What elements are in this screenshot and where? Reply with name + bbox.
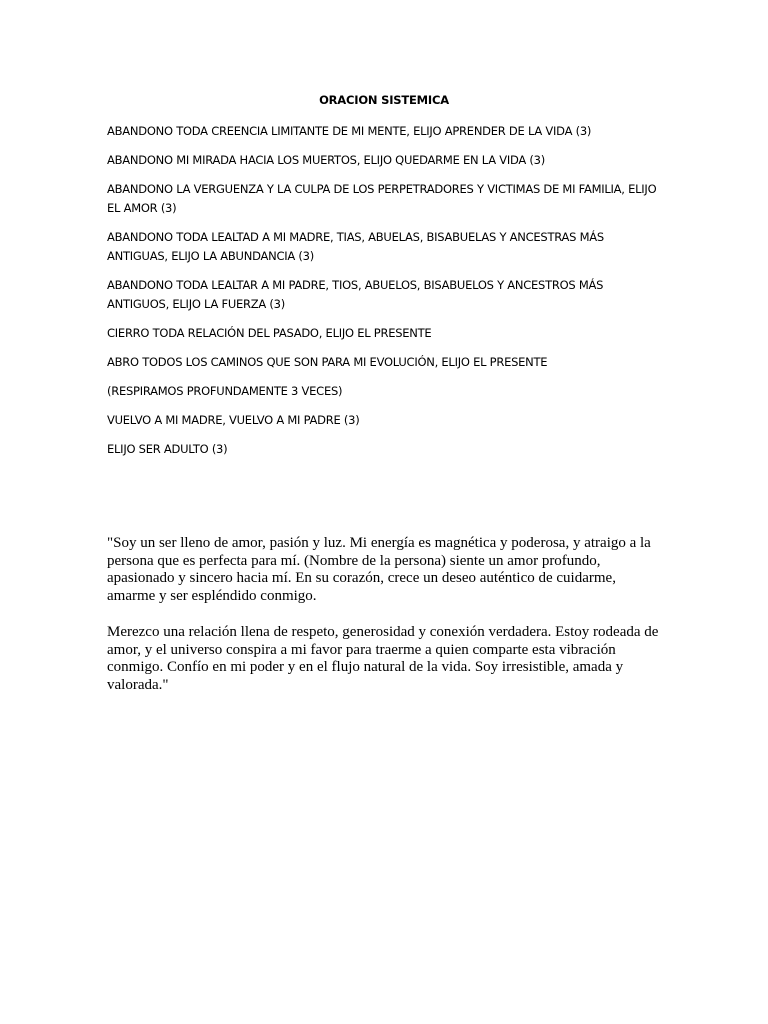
prayer-line: (RESPIRAMOS PROFUNDAMENTE 3 VECES) bbox=[107, 384, 343, 398]
prayer-section bbox=[107, 122, 667, 469]
document-title: ORACION SISTEMICA bbox=[319, 93, 449, 107]
prayer-line: ABANDONO TODA CREENCIA LIMITANTE DE MI MENTE, ELIJO APRENDER DE LA VIDA (3) bbox=[107, 124, 592, 138]
prayer-line: ELIJO SER ADULTO (3) bbox=[107, 442, 228, 456]
affirmation-paragraph: "Soy un ser lleno de amor, pasión y luz. Mi energía es magnética y poderosa, y atraigo a la persona que es perfecta para mí. (Nombre de la persona) siente un amor profundo, apasionado y sincero hacia mí. En su corazón, crece un deseo auténtico de cuidarme, amarme y ser espléndido conmigo. bbox=[107, 535, 651, 605]
affirmation-paragraph: Merezco una relación llena de respeto, generosidad y conexión verdadera. Estoy rodeada de amor, y el universo conspira a mi favor para traerme a quien comparte esta vibración conmigo. Confío en mi poder y en el flujo natural de la vida. Soy irresistible, amada y valorada." bbox=[107, 623, 659, 693]
prayer-line: ABANDONO TODA LEALTAD A MI MADRE, TIAS, ABUELAS, BISABUELAS Y ANCESTRAS MÁS ANTIGUAS, ELIJO LA ABUNDANCIA (3) bbox=[107, 230, 604, 263]
prayer-line: ABANDONO MI MIRADA HACIA LOS MUERTOS, ELIJO QUEDARME EN LA VIDA (3) bbox=[107, 153, 545, 167]
prayer-line: ABANDONO LA VERGUENZA Y LA CULPA DE LOS PERPETRADORES Y VICTIMAS DE MI FAMILIA, ELIJO EL AMOR (3) bbox=[107, 182, 657, 215]
prayer-line: ABRO TODOS LOS CAMINOS QUE SON PARA MI EVOLUCIÓN, ELIJO EL PRESENTE bbox=[107, 355, 548, 369]
prayer-line: ABANDONO TODA LEALTAR A MI PADRE, TIOS, ABUELOS, BISABUELOS Y ANCESTROS MÁS ANTIGUOS, ELIJO LA FUERZA (3) bbox=[107, 278, 604, 311]
prayer-line: VUELVO A MI MADRE, VUELVO A MI PADRE (3) bbox=[107, 413, 360, 427]
affirmation-section bbox=[107, 535, 667, 713]
prayer-line: CIERRO TODA RELACIÓN DEL PASADO, ELIJO EL PRESENTE bbox=[107, 326, 432, 340]
